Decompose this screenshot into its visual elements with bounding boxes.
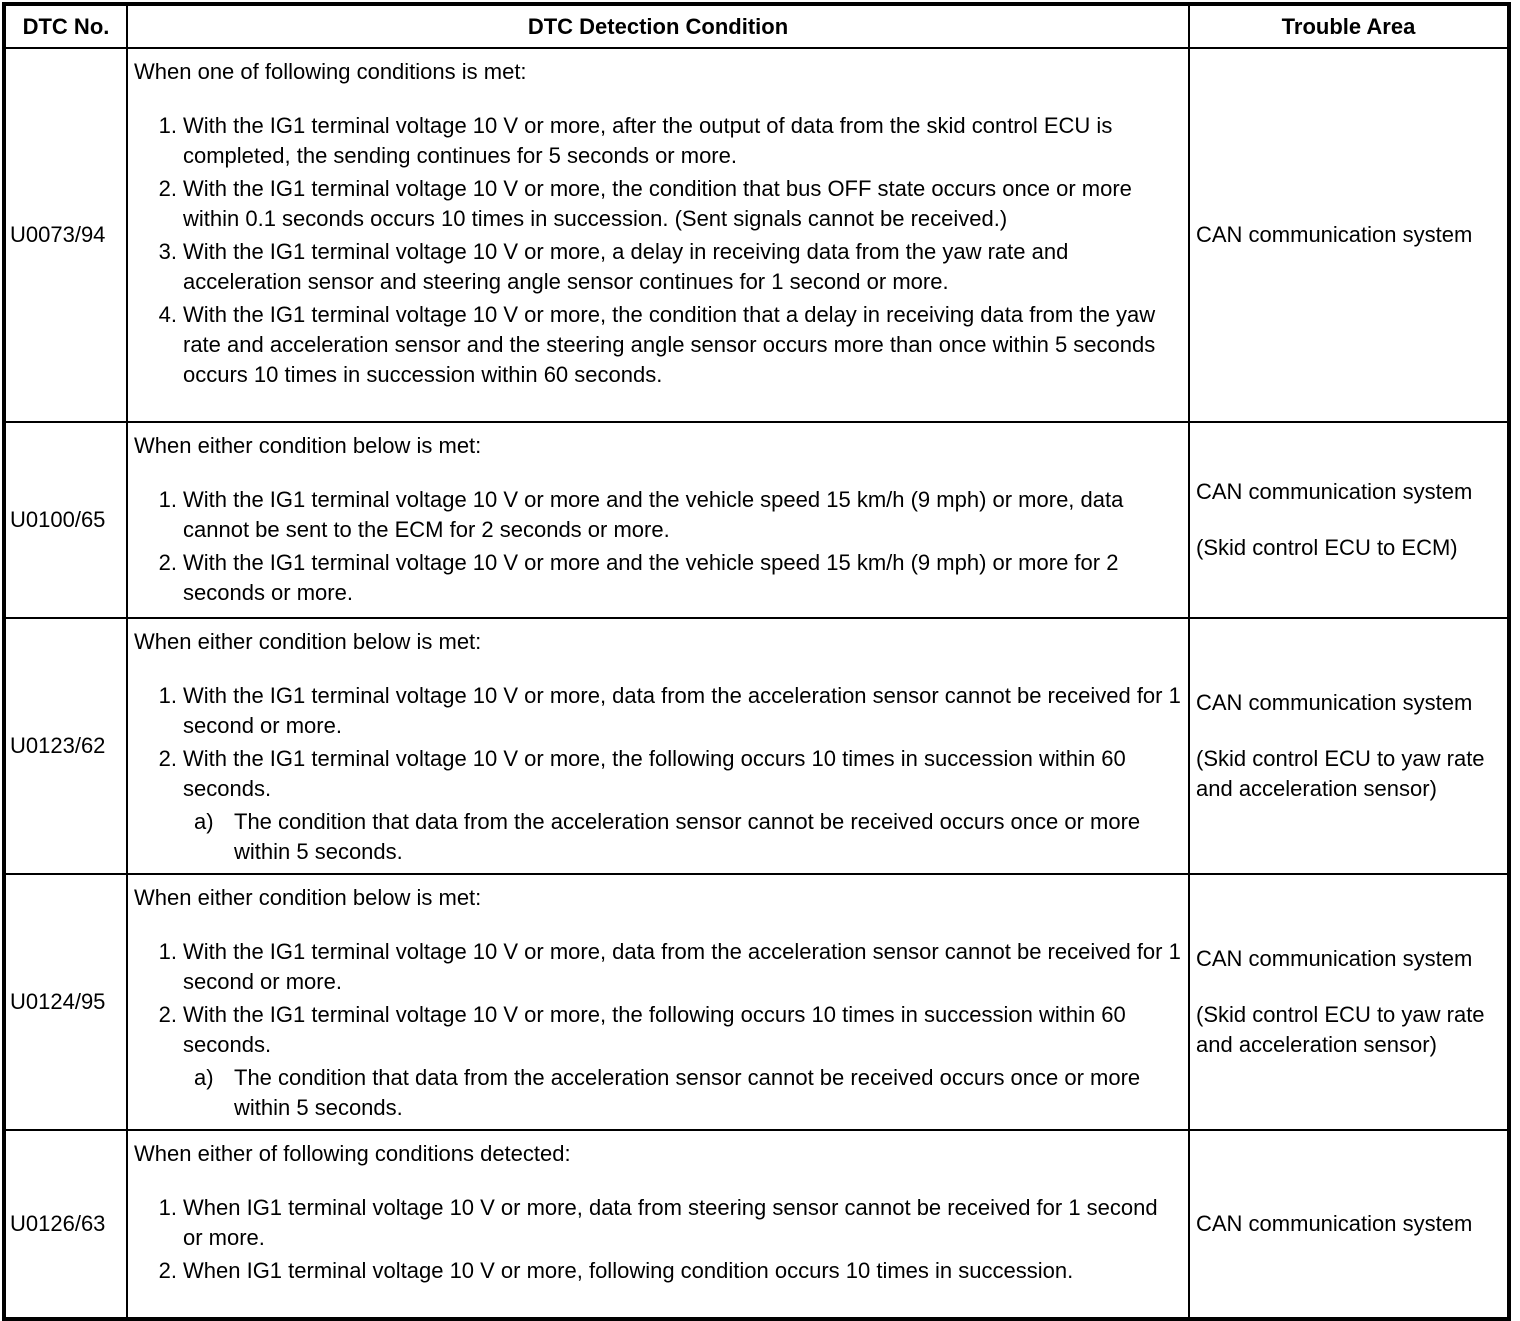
dtc-code: U0126/63 xyxy=(4,1130,127,1319)
item-number: 1. xyxy=(158,683,177,708)
item-text: With the IG1 terminal voltage 10 V or more and the vehicle speed 15 km/h (9 mph) or more, data cannot be sent to the ECM for 2 seconds or more. xyxy=(183,487,1124,542)
detection-condition xyxy=(127,422,1189,618)
subitem-text: The condition that data from the acceleration sensor cannot be received occurs once or more within 5 seconds. xyxy=(234,1065,1141,1120)
condition-item xyxy=(134,300,1182,390)
condition-item xyxy=(134,1193,1182,1253)
detection-condition xyxy=(127,874,1189,1130)
table-row xyxy=(4,618,1509,874)
condition-intro: When either condition below is met: xyxy=(134,629,482,654)
condition-intro: When one of following conditions is met: xyxy=(134,59,527,84)
item-text: With the IG1 terminal voltage 10 V or more, the following occurs 10 times in succession within 60 seconds. xyxy=(183,746,1126,801)
item-text: With the IG1 terminal voltage 10 V or more, data from the acceleration sensor cannot be received for 1 second or more. xyxy=(183,683,1181,738)
trouble-area xyxy=(1189,874,1509,1130)
condition-subitem xyxy=(134,1063,1182,1123)
condition-item xyxy=(134,681,1182,741)
condition-intro: When either condition below is met: xyxy=(134,885,482,910)
item-text: With the IG1 terminal voltage 10 V or more, a delay in receiving data from the yaw rate and acceleration sensor and steering angle sensor continues for 1 second or more. xyxy=(183,239,1069,294)
dtc-code: U0123/62 xyxy=(4,618,127,874)
trouble-area-text: CAN communication system xyxy=(1196,222,1473,247)
trouble-area-text: CAN communication system xyxy=(1196,946,1473,971)
item-number: 2. xyxy=(158,1002,177,1027)
detection-condition xyxy=(127,1130,1189,1319)
trouble-area-note: (Skid control ECU to yaw rate and acceleration sensor) xyxy=(1196,746,1485,801)
subitem-text: The condition that data from the acceleration sensor cannot be received occurs once or more within 5 seconds. xyxy=(234,809,1141,864)
header-area: Trouble Area xyxy=(1189,4,1509,48)
dtc-table xyxy=(2,2,1511,1321)
table-row xyxy=(4,422,1509,618)
item-number: 2. xyxy=(158,1258,177,1283)
table-row xyxy=(4,1130,1509,1319)
trouble-area-text: CAN communication system xyxy=(1196,1211,1473,1236)
detection-condition xyxy=(127,618,1189,874)
condition-item xyxy=(134,485,1182,545)
table-row xyxy=(4,48,1509,422)
condition-subitem xyxy=(134,807,1182,867)
trouble-area xyxy=(1189,1130,1509,1319)
trouble-area xyxy=(1189,422,1509,618)
item-number: 3. xyxy=(158,239,177,264)
item-text: With the IG1 terminal voltage 10 V or more, after the output of data from the skid control ECU is completed, the sending continues for 5 seconds or more. xyxy=(183,113,1113,168)
condition-item xyxy=(134,111,1182,171)
item-number: 1. xyxy=(158,487,177,512)
item-number: 1. xyxy=(158,113,177,138)
trouble-area-text: CAN communication system xyxy=(1196,690,1473,715)
condition-item xyxy=(134,237,1182,297)
condition-intro: When either condition below is met: xyxy=(134,433,482,458)
table-row xyxy=(4,874,1509,1130)
item-number: 2. xyxy=(158,746,177,771)
header-dtc: DTC No. xyxy=(4,4,127,48)
subitem-label: a) xyxy=(194,809,214,834)
condition-item xyxy=(134,548,1182,608)
item-text: With the IG1 terminal voltage 10 V or more, the condition that bus OFF state occurs once or more within 0.1 seconds occurs 10 times in succession. (Sent signals cannot be received.) xyxy=(183,176,1132,231)
condition-item xyxy=(134,174,1182,234)
trouble-area-text: CAN communication system xyxy=(1196,479,1473,504)
item-text: With the IG1 terminal voltage 10 V or more, data from the acceleration sensor cannot be received for 1 second or more. xyxy=(183,939,1181,994)
item-text: With the IG1 terminal voltage 10 V or more, the following occurs 10 times in succession within 60 seconds. xyxy=(183,1002,1126,1057)
dtc-code: U0100/65 xyxy=(4,422,127,618)
detection-condition xyxy=(127,48,1189,422)
condition-item xyxy=(134,1000,1182,1060)
subitem-label: a) xyxy=(194,1065,214,1090)
condition-item xyxy=(134,1256,1182,1286)
trouble-area xyxy=(1189,618,1509,874)
header-row xyxy=(4,4,1509,48)
dtc-code: U0124/95 xyxy=(4,874,127,1130)
condition-item xyxy=(134,937,1182,997)
item-number: 2. xyxy=(158,176,177,201)
condition-intro: When either of following conditions detected: xyxy=(134,1141,571,1166)
trouble-area-note: (Skid control ECU to yaw rate and acceleration sensor) xyxy=(1196,1002,1485,1057)
dtc-code: U0073/94 xyxy=(4,48,127,422)
condition-item xyxy=(134,744,1182,804)
item-text: When IG1 terminal voltage 10 V or more, data from steering sensor cannot be received for 1 second or more. xyxy=(183,1195,1158,1250)
item-number: 1. xyxy=(158,939,177,964)
item-text: With the IG1 terminal voltage 10 V or more and the vehicle speed 15 km/h (9 mph) or more for 2 seconds or more. xyxy=(183,550,1119,605)
item-number: 2. xyxy=(158,550,177,575)
item-text: With the IG1 terminal voltage 10 V or more, the condition that a delay in receiving data from the yaw rate and acceleration sensor and the steering angle sensor occurs more than once within 5 seconds occurs 10 times in succession within 60 seconds. xyxy=(183,302,1156,387)
item-number: 4. xyxy=(158,302,177,327)
item-text: When IG1 terminal voltage 10 V or more, following condition occurs 10 times in succession. xyxy=(183,1258,1074,1283)
trouble-area xyxy=(1189,48,1509,422)
header-condition: DTC Detection Condition xyxy=(127,4,1189,48)
trouble-area-note: (Skid control ECU to ECM) xyxy=(1196,535,1458,560)
item-number: 1. xyxy=(158,1195,177,1220)
